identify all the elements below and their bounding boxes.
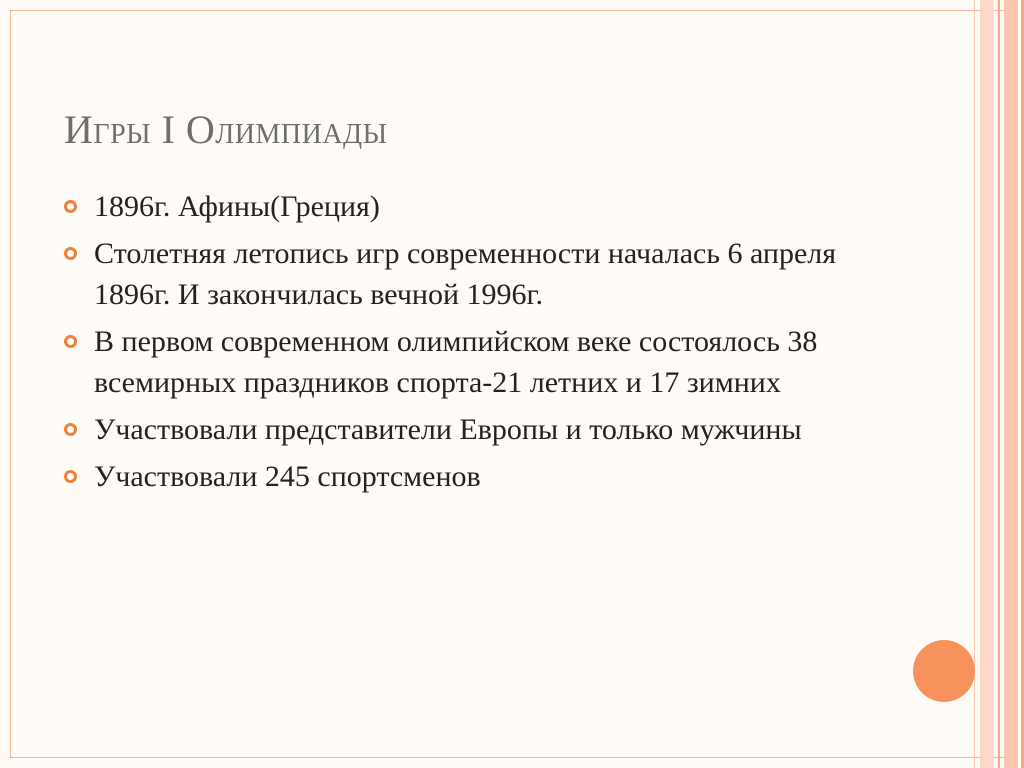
- slide-title: Игры I Олимпиады: [64, 107, 388, 152]
- bullet-item: [64, 321, 894, 403]
- ring-bullet-icon: [64, 335, 77, 348]
- stripe-2: [980, 0, 994, 768]
- ring-bullet-icon: [64, 470, 77, 483]
- ring-bullet-icon: [64, 247, 77, 260]
- ring-bullet-icon: [64, 200, 77, 213]
- bullet-text: Столетняя летопись игр современности началась 6 апреля 1896г. И закончилась вечной 1996г.: [94, 237, 837, 311]
- stripe-1: [974, 0, 975, 768]
- stripe-3: [998, 0, 1000, 768]
- stripe-4: [1004, 0, 1018, 768]
- bullet-item: [64, 233, 894, 315]
- bullet-item: [64, 409, 894, 450]
- bullet-text: Участвовали представители Европы и только мужчины: [94, 413, 802, 446]
- bullet-list: [64, 186, 894, 503]
- decorative-stripes: [974, 0, 1024, 768]
- bullet-text: 1896г. Афины(Греция): [94, 190, 380, 223]
- bullet-item: [64, 456, 894, 497]
- bullet-text: В первом современном олимпийском веке состоялось 38 всемирных праздников спорта-21 летних и 17 зимних: [94, 325, 818, 399]
- bullet-text: Участвовали 245 спортсменов: [94, 460, 481, 493]
- ring-bullet-icon: [64, 423, 77, 436]
- bullet-item: [64, 186, 894, 227]
- orange-circle-icon: [913, 640, 975, 702]
